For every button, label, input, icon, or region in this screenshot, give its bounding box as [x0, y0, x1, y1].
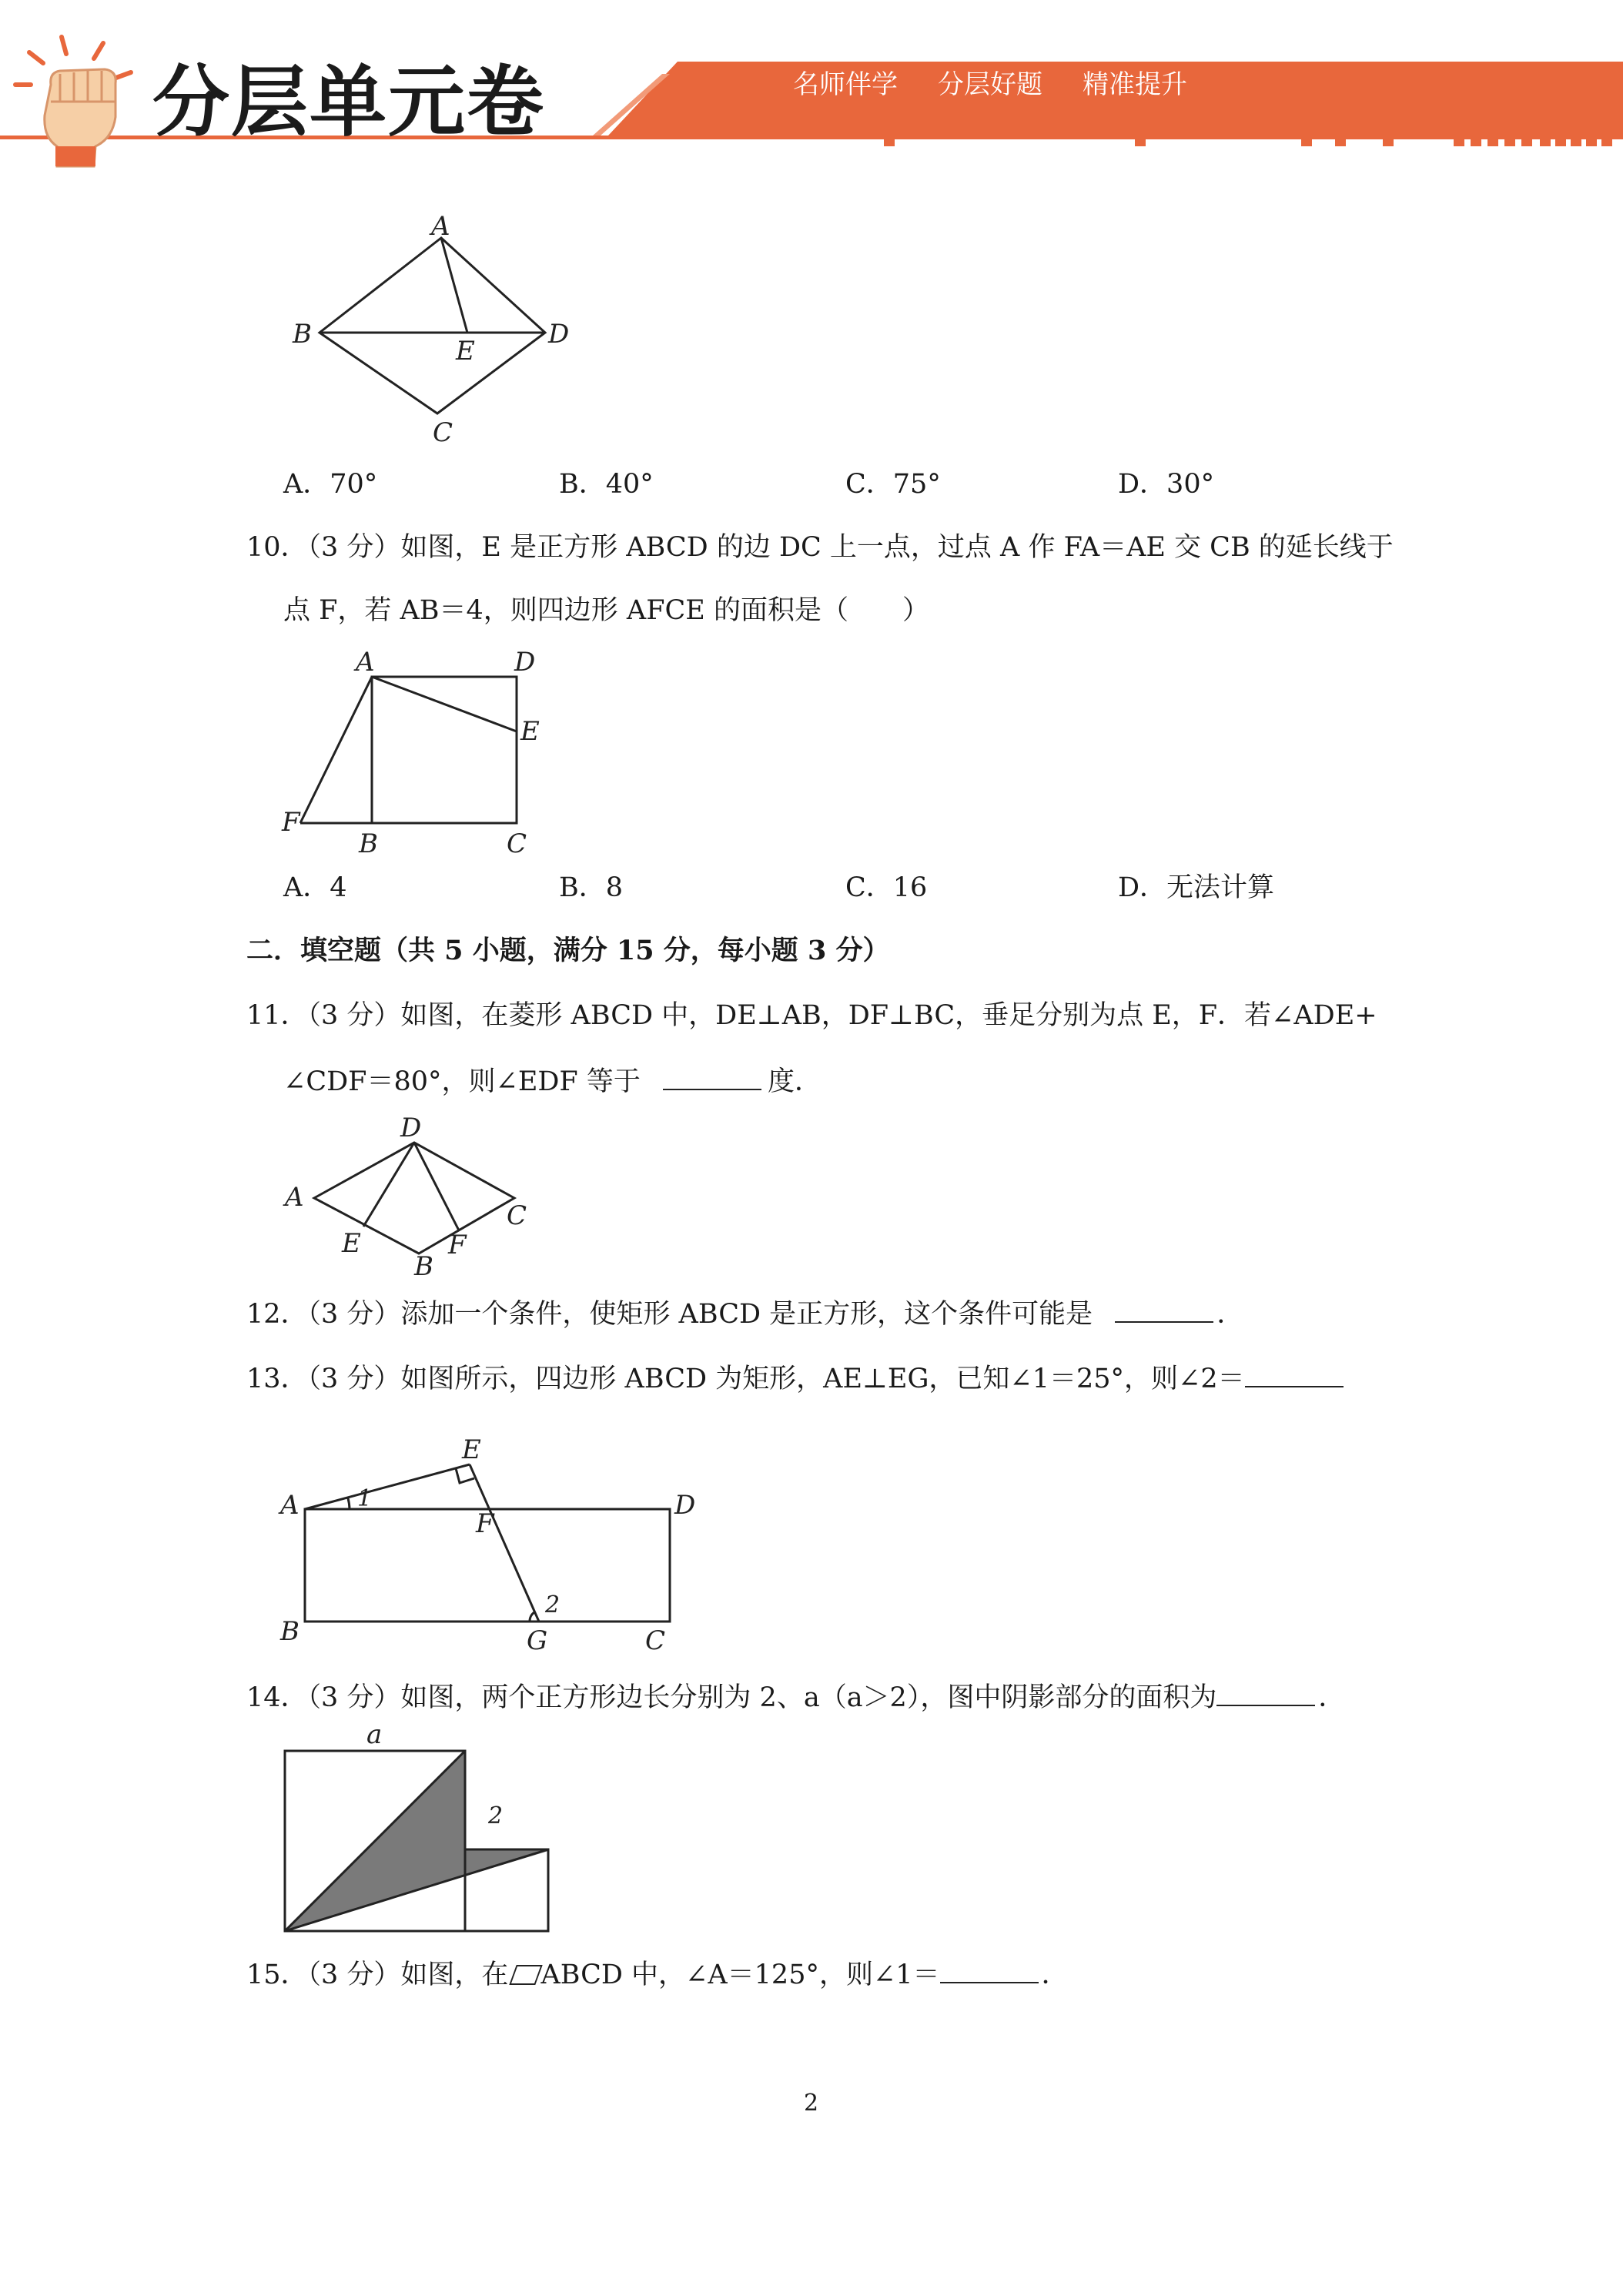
- label-a: a: [366, 1719, 383, 1750]
- q15-text: [246, 1956, 1069, 1993]
- label-E: E: [342, 1228, 361, 1259]
- q13-answer-blank[interactable]: [1245, 1360, 1344, 1387]
- label-A: A: [431, 211, 450, 242]
- label-angle-2: 2: [545, 1591, 561, 1618]
- label-angle-1: 1: [357, 1485, 373, 1512]
- label-D: D: [548, 319, 570, 350]
- label-G: G: [527, 1625, 548, 1656]
- q10-text-line2: 点 F，若 AB＝4，则四边形 AFCE 的面积是（ ）: [283, 595, 929, 626]
- label-2: 2: [488, 1802, 504, 1829]
- q10-figure: [277, 643, 554, 858]
- q15-answer-blank[interactable]: [940, 1956, 1039, 1983]
- label-B: B: [293, 319, 312, 350]
- q9-figure: [285, 212, 593, 458]
- q13-figure: [277, 1409, 696, 1656]
- q9-option-a[interactable]: A．70°: [283, 469, 378, 500]
- label-F: F: [282, 807, 300, 838]
- q10-option-d[interactable]: D．无法计算: [1118, 872, 1275, 903]
- page-header: [0, 0, 1623, 177]
- q14-figure: [277, 1719, 562, 1937]
- label-A: A: [356, 647, 375, 678]
- q10-option-b[interactable]: B．8: [559, 872, 623, 903]
- q12-answer-blank[interactable]: [1115, 1295, 1213, 1323]
- q10-text-line1: 10．（3 分）如图，E 是正方形 ABCD 的边 DC 上一点，过点 A 作 FA＝AE 交 CB 的延长线于: [246, 532, 1394, 563]
- q11-answer-blank[interactable]: [663, 1063, 761, 1090]
- fist-logo-icon: [12, 31, 143, 169]
- label-C: C: [507, 1200, 527, 1231]
- q10-option-a[interactable]: A．4: [283, 872, 347, 903]
- label-C: C: [433, 417, 453, 448]
- slogan-1: 名师伴学: [793, 69, 898, 100]
- q14-question: 14．（3 分）如图，两个正方形边长分别为 2、a（a＞2），图中阴影部分的面积为: [246, 1682, 1217, 1713]
- q9-option-b[interactable]: B．40°: [559, 469, 654, 500]
- label-F: F: [476, 1508, 494, 1539]
- q14-answer-blank[interactable]: [1216, 1678, 1315, 1706]
- q11-line2-text: ∠CDF＝80°，则∠EDF 等于: [283, 1066, 641, 1097]
- q13-question: 13．（3 分）如图所示，四边形 ABCD 为矩形，AE⊥EG，已知∠1＝25°，则∠2＝: [246, 1364, 1245, 1394]
- q12-end: ．: [1216, 1299, 1244, 1330]
- q11-text-line1: 11．（3 分）如图，在菱形 ABCD 中，DE⊥AB，DF⊥BC，垂足分别为点 E，F．若∠ADE+: [246, 1000, 1377, 1031]
- label-A: A: [280, 1490, 300, 1521]
- q14-end: ．: [1318, 1682, 1346, 1713]
- parallelogram-icon: [510, 1965, 543, 1985]
- section-heading-fill-in: 二．填空题（共 5 小题，满分 15 分，每小题 3 分）: [246, 935, 890, 966]
- q11-figure: [277, 1109, 554, 1286]
- label-C: C: [645, 1625, 666, 1656]
- label-C: C: [507, 828, 527, 859]
- label-E: E: [462, 1434, 481, 1465]
- q14-text: [246, 1678, 1345, 1715]
- q11-line2-end: 度．: [767, 1066, 822, 1097]
- q9-option-c[interactable]: C．75°: [845, 469, 941, 500]
- slogan-3: 精准提升: [1083, 69, 1187, 100]
- label-B: B: [359, 828, 378, 859]
- q12-question: 12．（3 分）添加一个条件，使矩形 ABCD 是正方形，这个条件可能是: [246, 1299, 1093, 1330]
- label-A: A: [285, 1182, 304, 1213]
- q12-text: [246, 1295, 1243, 1332]
- label-E: E: [456, 336, 475, 366]
- q15-question-a: 15．（3 分）如图，在: [246, 1960, 509, 1990]
- q15-end: ．: [1041, 1960, 1069, 1990]
- label-E: E: [520, 716, 540, 747]
- label-D: D: [514, 647, 536, 678]
- brand-title: 分层单元卷: [152, 57, 545, 147]
- page-number: 2: [804, 2090, 819, 2117]
- shaded-region: [285, 1751, 548, 1931]
- label-B: B: [280, 1616, 300, 1647]
- q11-text-line2: [283, 1063, 822, 1099]
- label-B: B: [414, 1251, 433, 1282]
- slogan-2: 分层好题: [938, 69, 1042, 100]
- label-F: F: [448, 1230, 467, 1260]
- label-D: D: [400, 1113, 422, 1143]
- q13-text: [246, 1360, 1344, 1397]
- q9-option-d[interactable]: D．30°: [1118, 469, 1215, 500]
- q15-question-b: ABCD 中，∠A＝125°，则∠1＝: [540, 1960, 940, 1990]
- q10-option-c[interactable]: C．16: [845, 872, 928, 903]
- label-D: D: [674, 1490, 696, 1521]
